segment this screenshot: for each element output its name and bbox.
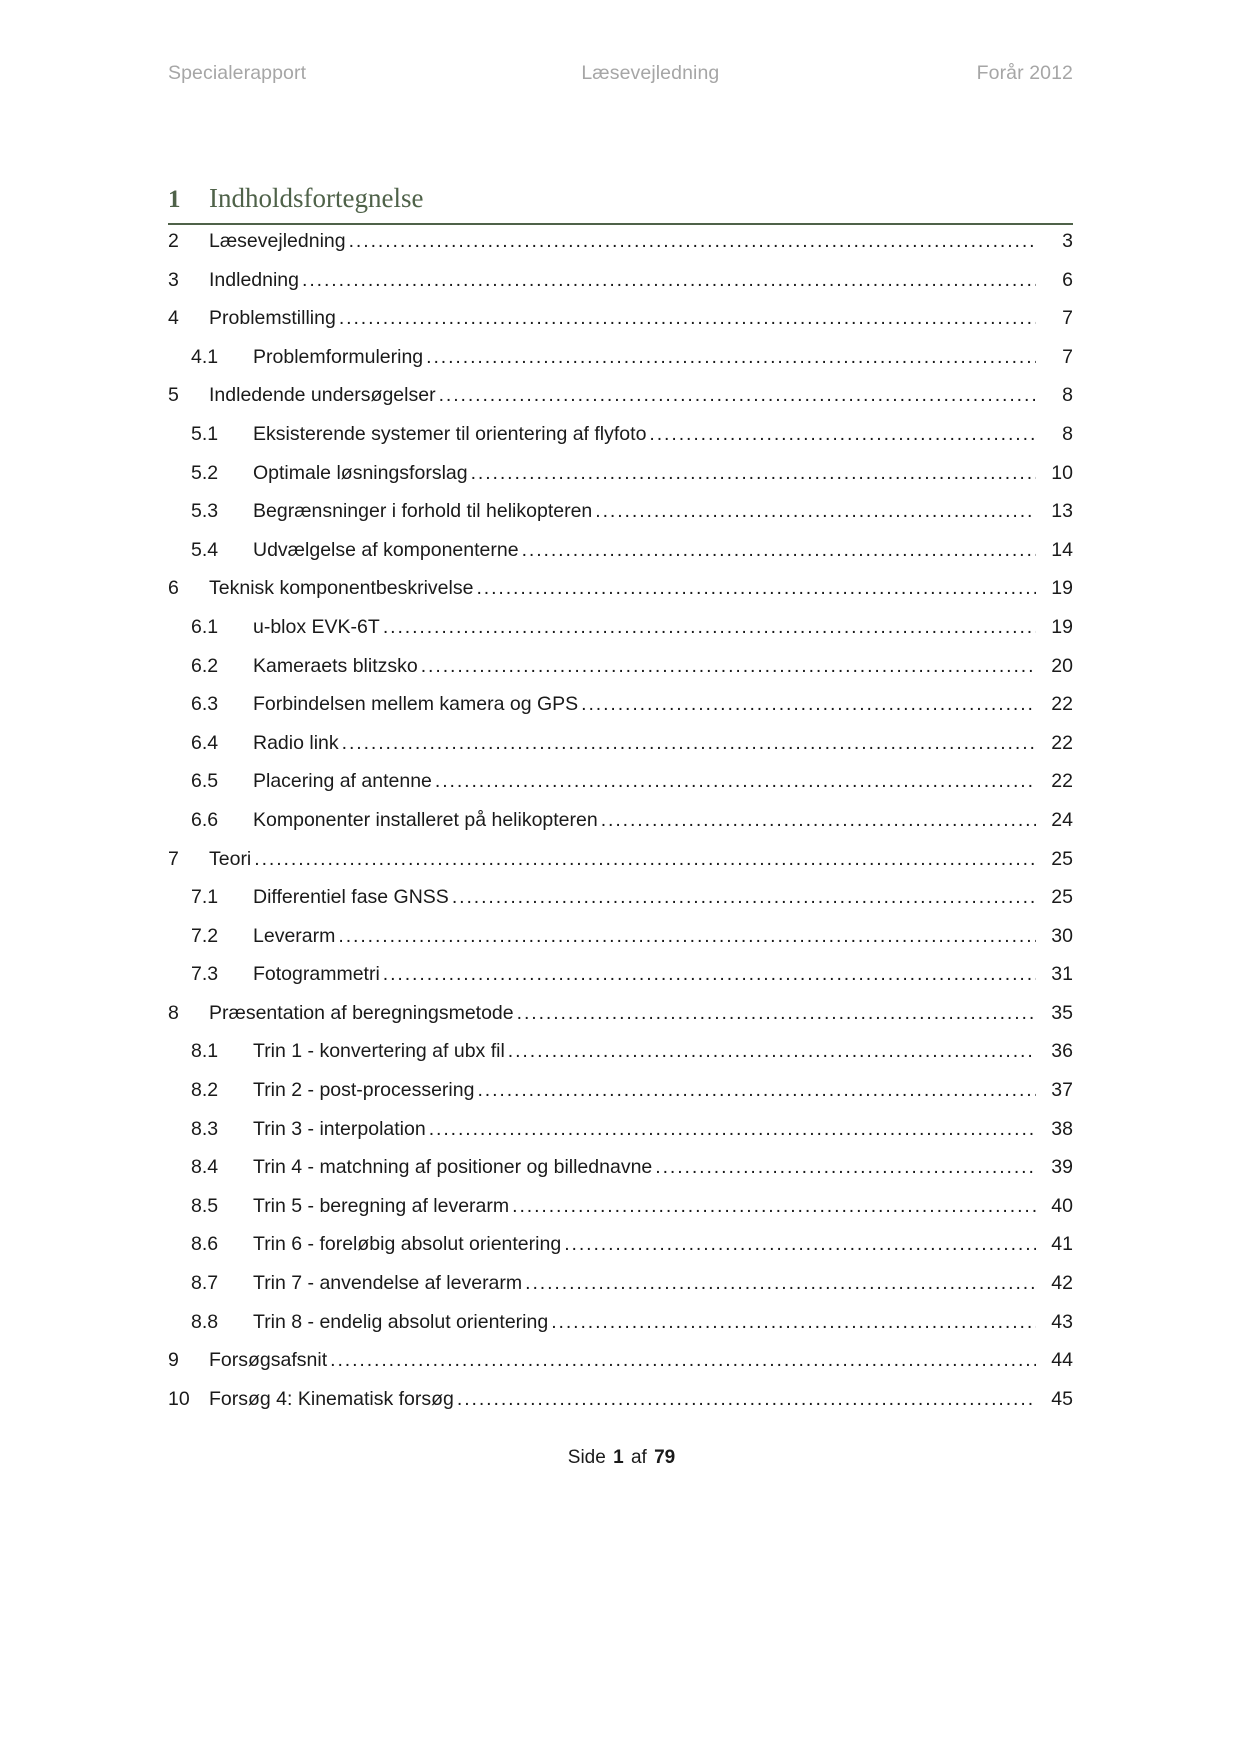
toc-entry-number: 8 xyxy=(168,1001,179,1024)
toc-entry[interactable] xyxy=(168,1194,1073,1236)
toc-entry[interactable] xyxy=(168,1235,1073,1274)
toc-entry[interactable] xyxy=(168,695,1073,734)
toc-leader-dots xyxy=(655,1158,1036,1178)
toc-entry[interactable] xyxy=(168,1117,1073,1159)
toc-entry-page-number: 10 xyxy=(1051,461,1073,484)
header-left-text: Specialerapport xyxy=(168,62,307,84)
toc-entry-label: Eksisterende systemer til orientering af flyfoto xyxy=(253,422,647,445)
toc-entry-number: 8.7 xyxy=(191,1272,219,1295)
footer-middle: af xyxy=(630,1447,647,1468)
toc-entry-number: 9 xyxy=(168,1349,179,1372)
toc-entry-page-number: 19 xyxy=(1051,577,1073,600)
toc-entry-page-number: 37 xyxy=(1051,1079,1073,1102)
toc-entry-label: Radio link xyxy=(253,731,339,754)
header-center-text: Læsevejledning xyxy=(581,62,720,84)
toc-entry-number: 6.5 xyxy=(191,770,219,793)
toc-entry-label: Indledende undersøgelser xyxy=(209,384,436,407)
toc-entry-number: 5.4 xyxy=(191,538,219,561)
footer-total-pages: 79 xyxy=(654,1447,676,1468)
toc-entry-label: Indledning xyxy=(209,268,299,291)
toc-entry[interactable] xyxy=(168,232,1073,271)
toc-leader-dots xyxy=(338,927,1036,947)
running-header xyxy=(168,62,1073,85)
toc-entry[interactable] xyxy=(168,772,1073,811)
toc-entry[interactable] xyxy=(168,731,1073,773)
toc-entry-number: 4.1 xyxy=(191,345,219,368)
toc-entry-number: 6.3 xyxy=(191,693,219,716)
toc-entry-page-number: 22 xyxy=(1051,731,1073,754)
page-title-text: Indholdsfortegnelse xyxy=(209,183,424,213)
footer-current-page: 1 xyxy=(613,1447,624,1468)
toc-entry[interactable] xyxy=(168,1351,1073,1390)
toc-leader-dots xyxy=(383,618,1036,638)
toc-entry-page-number: 39 xyxy=(1051,1156,1073,1179)
toc-leader-dots xyxy=(564,1235,1036,1255)
toc-entry[interactable] xyxy=(168,1274,1073,1313)
toc-entry-page-number: 20 xyxy=(1051,654,1073,677)
toc-entry-label: Trin 7 - anvendelse af leverarm xyxy=(253,1272,523,1295)
toc-leader-dots xyxy=(551,1313,1036,1333)
toc-entry-label: Trin 6 - foreløbig absolut orientering xyxy=(253,1233,562,1256)
toc-entry-label: Trin 5 - beregning af leverarm xyxy=(253,1194,510,1217)
toc-entry-page-number: 40 xyxy=(1051,1194,1073,1217)
toc-entry[interactable] xyxy=(168,579,1073,618)
toc-entry[interactable] xyxy=(168,808,1073,850)
toc-entry[interactable] xyxy=(168,386,1073,425)
toc-entry-page-number: 8 xyxy=(1062,384,1073,407)
toc-leader-dots xyxy=(512,1197,1036,1217)
toc-entry-page-number: 38 xyxy=(1051,1117,1073,1140)
toc-entry[interactable] xyxy=(168,345,1073,387)
toc-leader-dots xyxy=(595,502,1036,522)
page-title-block xyxy=(168,182,1073,225)
toc-leader-dots xyxy=(525,1274,1036,1294)
toc-entry-page-number: 30 xyxy=(1051,924,1073,947)
toc-entry-page-number: 22 xyxy=(1051,693,1073,716)
toc-entry-number: 7 xyxy=(168,847,179,870)
toc-entry[interactable] xyxy=(168,1042,1073,1081)
toc-leader-dots xyxy=(302,271,1036,291)
toc-entry-number: 10 xyxy=(168,1387,190,1410)
toc-entry-page-number: 7 xyxy=(1062,307,1073,330)
toc-entry-page-number: 24 xyxy=(1051,808,1073,831)
toc-entry-number: 4 xyxy=(168,307,179,330)
toc-entry-number: 8.4 xyxy=(191,1156,219,1179)
toc-entry-number: 8.8 xyxy=(191,1310,219,1333)
toc-entry-label: Differentiel fase GNSS xyxy=(253,886,449,909)
toc-entry[interactable] xyxy=(168,1158,1073,1197)
toc-entry-label: Trin 3 - interpolation xyxy=(253,1117,426,1140)
toc-leader-dots xyxy=(421,657,1036,677)
toc-entry-page-number: 7 xyxy=(1062,345,1073,368)
toc-entry-number: 3 xyxy=(168,268,179,291)
toc-leader-dots xyxy=(439,386,1036,406)
toc-entry-label: Placering af antenne xyxy=(253,770,432,793)
toc-entry[interactable] xyxy=(168,538,1073,580)
toc-entry-number: 5.1 xyxy=(191,422,219,445)
toc-leader-dots xyxy=(330,1351,1036,1371)
toc-entry-label: Fotogrammetri xyxy=(253,963,380,986)
toc-entry-label: Trin 1 - konvertering af ubx fil xyxy=(253,1040,505,1063)
toc-entry-page-number: 36 xyxy=(1051,1040,1073,1063)
toc-leader-dots xyxy=(452,888,1036,908)
toc-entry[interactable] xyxy=(168,654,1073,696)
toc-leader-dots xyxy=(426,348,1036,368)
toc-entry-page-number: 25 xyxy=(1051,886,1073,909)
toc-leader-dots xyxy=(649,425,1036,445)
toc-entry-number: 8.2 xyxy=(191,1079,219,1102)
toc-entry-page-number: 35 xyxy=(1051,1001,1073,1024)
toc-entry-label: u-blox EVK-6T xyxy=(253,615,380,638)
header-right-text: Forår 2012 xyxy=(976,62,1073,84)
toc-leader-dots xyxy=(457,1390,1036,1410)
toc-leader-dots xyxy=(339,309,1036,329)
toc-entry-label: Forsøg 4: Kinematisk forsøg xyxy=(209,1387,454,1410)
toc-entry-page-number: 43 xyxy=(1051,1310,1073,1333)
toc-leader-dots xyxy=(435,772,1036,792)
toc-entry-page-number: 42 xyxy=(1051,1272,1073,1295)
toc-entry[interactable] xyxy=(168,1081,1073,1120)
toc-leader-dots xyxy=(476,579,1036,599)
toc-entry-label: Forbindelsen mellem kamera og GPS xyxy=(253,693,579,716)
toc-entry[interactable] xyxy=(168,1001,1073,1043)
toc-leader-dots xyxy=(471,464,1036,484)
toc-entry[interactable] xyxy=(168,615,1073,657)
toc-entry-label: Læsevejledning xyxy=(209,230,346,252)
toc-leader-dots xyxy=(508,1042,1036,1062)
toc-entry-label: Præsentation af beregningsmetode xyxy=(209,1001,514,1024)
toc-entry-label: Teknisk komponentbeskrivelse xyxy=(209,577,474,600)
table-of-contents xyxy=(168,232,1073,1428)
toc-entry-page-number: 14 xyxy=(1051,538,1073,561)
toc-entry[interactable] xyxy=(168,924,1073,966)
page-title-number: 1 xyxy=(168,186,181,213)
toc-entry-label: Kameraets blitzsko xyxy=(253,654,418,677)
toc-entry-number: 6.2 xyxy=(191,654,219,677)
toc-leader-dots xyxy=(342,734,1036,754)
toc-entry[interactable] xyxy=(168,1387,1073,1429)
toc-entry[interactable] xyxy=(168,309,1073,348)
toc-entry-number: 7.1 xyxy=(191,886,219,909)
toc-leader-dots xyxy=(477,1081,1036,1101)
toc-leader-dots xyxy=(383,965,1036,985)
toc-entry-label: Forsøgsafsnit xyxy=(209,1349,328,1372)
toc-entry-label: Udvælgelse af komponenterne xyxy=(253,538,519,561)
toc-leader-dots xyxy=(581,695,1036,715)
toc-entry[interactable] xyxy=(168,1310,1073,1352)
toc-entry-number: 2 xyxy=(168,230,179,252)
toc-entry-number: 6 xyxy=(168,577,179,600)
toc-entry-page-number: 8 xyxy=(1062,422,1073,445)
toc-entry-page-number: 41 xyxy=(1051,1233,1073,1256)
toc-entry-number: 8.3 xyxy=(191,1117,219,1140)
toc-entry-page-number: 13 xyxy=(1051,500,1073,523)
toc-entry-number: 5.3 xyxy=(191,500,219,523)
toc-entry-label: Teori xyxy=(209,847,252,870)
toc-entry-page-number: 6 xyxy=(1062,268,1073,291)
toc-entry[interactable] xyxy=(168,422,1073,464)
toc-leader-dots xyxy=(349,232,1036,252)
footer-prefix: Side xyxy=(567,1447,606,1468)
toc-entry-label: Leverarm xyxy=(253,924,336,947)
toc-entry-label: Begrænsninger i forhold til helikopteren xyxy=(253,500,593,523)
toc-entry-number: 5.2 xyxy=(191,461,219,484)
toc-entry-page-number: 25 xyxy=(1051,847,1073,870)
toc-entry-page-number: 22 xyxy=(1051,770,1073,793)
toc-leader-dots xyxy=(517,1004,1036,1024)
toc-entry-number: 7.3 xyxy=(191,963,219,986)
toc-leader-dots xyxy=(254,850,1036,870)
toc-entry-page-number: 19 xyxy=(1051,615,1073,638)
toc-leader-dots xyxy=(522,541,1036,561)
toc-entry-label: Problemformulering xyxy=(253,345,424,368)
toc-entry[interactable] xyxy=(168,461,1073,503)
toc-entry-page-number: 31 xyxy=(1051,963,1073,986)
toc-entry-label: Trin 4 - matchning af positioner og billednavne xyxy=(253,1156,653,1179)
toc-entry[interactable] xyxy=(168,268,1073,310)
toc-leader-dots xyxy=(601,811,1036,831)
toc-entry-label: Problemstilling xyxy=(209,307,336,330)
toc-entry[interactable] xyxy=(168,502,1073,541)
title-divider xyxy=(168,223,1073,226)
toc-entry-label: Trin 2 - post-processering xyxy=(253,1079,475,1102)
toc-entry-page-number: 3 xyxy=(1062,230,1073,252)
page-title xyxy=(168,182,1073,223)
toc-entry-number: 6.6 xyxy=(191,808,219,831)
toc-entry[interactable] xyxy=(168,888,1073,927)
toc-entry-number: 8.1 xyxy=(191,1040,219,1063)
page-footer xyxy=(168,1447,1073,1469)
toc-entry-page-number: 44 xyxy=(1051,1349,1073,1372)
toc-entry-number: 6.4 xyxy=(191,731,219,754)
toc-entry[interactable] xyxy=(168,847,1073,889)
toc-entry-page-number: 45 xyxy=(1051,1387,1073,1410)
toc-entry-label: Optimale løsningsforslag xyxy=(253,461,468,484)
toc-entry-number: 6.1 xyxy=(191,615,219,638)
toc-entry-number: 5 xyxy=(168,384,179,407)
toc-entry-label: Komponenter installeret på helikopteren xyxy=(253,808,598,831)
toc-leader-dots xyxy=(429,1120,1036,1140)
toc-entry-number: 8.5 xyxy=(191,1194,219,1217)
toc-entry-number: 8.6 xyxy=(191,1233,219,1256)
toc-entry[interactable] xyxy=(168,965,1073,1004)
toc-entry-label: Trin 8 - endelig absolut orientering xyxy=(253,1310,549,1333)
toc-entry-number: 7.2 xyxy=(191,924,219,947)
